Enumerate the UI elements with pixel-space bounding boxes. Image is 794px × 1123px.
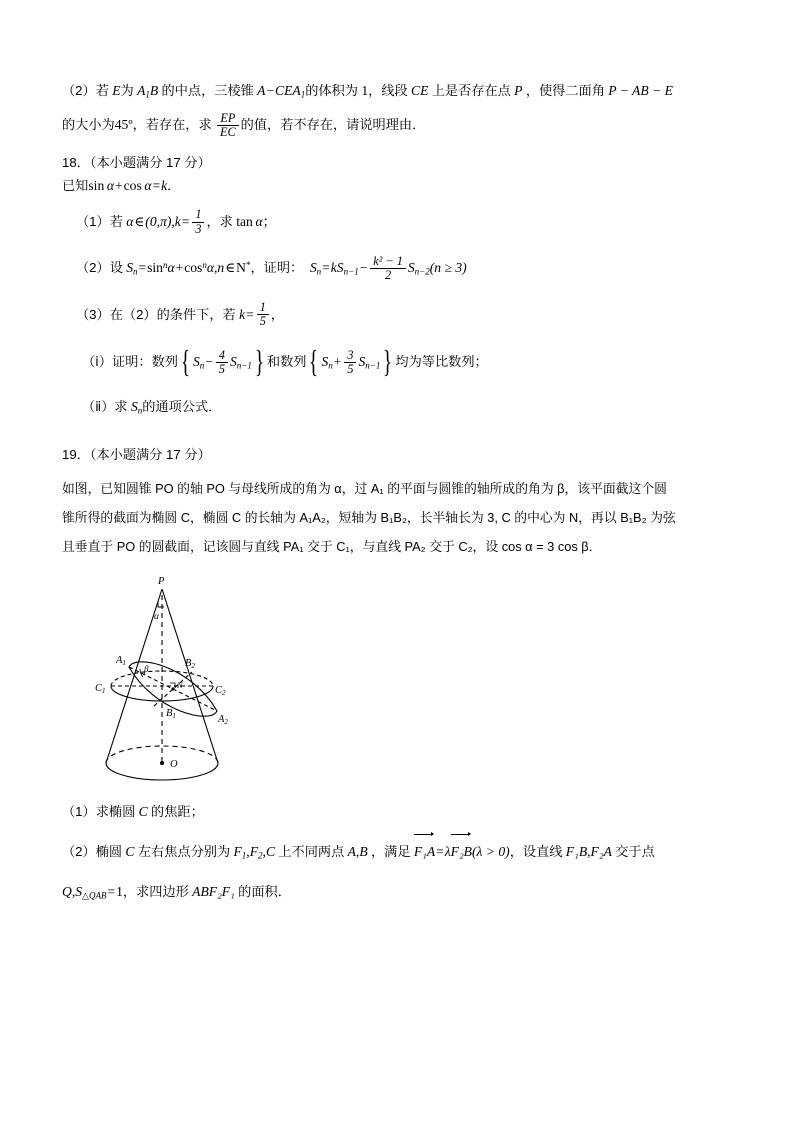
q19-part2-C2: C: [265, 843, 276, 859]
point-O-dot: [160, 761, 164, 765]
set2-fraction: [344, 349, 356, 376]
q18-part2-res-eq: =: [322, 259, 330, 275]
q19-part2-C: C: [125, 843, 135, 859]
q18-part1-semi: ；: [262, 213, 276, 229]
q18-part3-ii: [62, 397, 738, 417]
set2-frac-num: 3: [347, 347, 354, 362]
set1-fraction: [216, 349, 228, 376]
q17-var-CE: CE: [411, 83, 429, 98]
set1-S2: S: [229, 354, 237, 370]
q18-part2-n: n: [217, 259, 225, 275]
q18-part3i-label: （ⅰ）: [82, 353, 113, 369]
q19-part2-line2: [62, 877, 738, 907]
figure-label-O: O: [170, 758, 178, 770]
q17-part2-label: （2）: [62, 83, 96, 98]
q19-body-line-2-text: 锥所得的截面为椭圆 C，椭圆 C 的长轴为 A₁A₂，短轴为 B₁B₂，长半轴长为 3, C 的中心为 N，再以 B₁B₂ 为弦: [62, 509, 676, 525]
q17-var-P: P: [514, 83, 523, 98]
q18-part3ii-S: S: [130, 398, 138, 414]
figure-label-N: N: [177, 679, 183, 690]
q18-part2-cos: cos: [184, 259, 203, 275]
q18-part2-S-sub: n: [133, 266, 138, 277]
q19-part2-lambda: λ: [444, 843, 451, 859]
q17-var-A1-sub: 1: [145, 89, 150, 100]
q19-part1-C: C: [138, 803, 148, 819]
q19-part2-lambda-cond: (λ > 0): [472, 843, 510, 859]
q18-part2-comma: ,: [213, 259, 218, 275]
q17-part2-text-f: 上是否存在点: [431, 83, 511, 98]
q19-body-line-3: [62, 533, 738, 561]
q18-equals: =: [152, 177, 161, 193]
q18-heading-text: 18．（本小题满分 17 分）: [62, 155, 211, 171]
point-N-dot: [171, 687, 174, 690]
q19-part2-text-c: 上不同两点: [278, 843, 345, 859]
q18-part2-alpha2: α: [206, 259, 214, 275]
q19-part1-text-b: 的焦距；: [151, 803, 204, 819]
q18-part1-text-a: 若: [109, 213, 123, 229]
q17-line2-text-a: 的大小为: [62, 116, 115, 132]
q19-part2-eq: =: [436, 843, 444, 859]
q18-part2-text-a: 设: [109, 259, 123, 275]
q18-set-2: [306, 346, 395, 379]
q19-part2-A: A: [347, 843, 356, 859]
q18-part1-k: k: [174, 213, 181, 229]
figure-label-B2: $B_2$: [185, 657, 195, 670]
figure-label-P: P: [158, 575, 165, 587]
q18-part3i-text-c: 均为等比数列；: [395, 353, 488, 369]
q17-part2-text-g: ，使得二面角: [525, 83, 605, 98]
q19-line-F2A: F₂A: [590, 843, 612, 859]
q19-part2-text-g: ，求四边形: [122, 883, 189, 899]
q18-part1: [62, 207, 738, 237]
q18-part3ii-text-b: 的通项公式．: [142, 398, 222, 414]
q18-part2-text-b: ，证明：: [250, 259, 304, 275]
q17-tetra-dash: −: [266, 83, 275, 98]
q17-tetra-sub: 1: [300, 89, 306, 100]
q18-part1-frac-den: 3: [192, 222, 204, 236]
q18-part1-eq: =: [181, 213, 190, 229]
q18-part2-alpha1: α: [167, 259, 175, 275]
q19-part2-comma2: ,: [262, 843, 266, 859]
set1-minus: −: [205, 354, 213, 370]
q18-part1-in: ∈: [134, 213, 145, 229]
q19-part2-comma1: ,: [246, 843, 250, 859]
q17-ratio-fraction: [217, 112, 239, 139]
q18-part3-k: k: [239, 306, 246, 322]
q17-var-A1: A: [137, 83, 146, 98]
set1-frac-den: 5: [216, 362, 228, 376]
q18-part2-res-S3: S: [407, 259, 415, 275]
q19-body-line-2: [62, 504, 738, 532]
q19-part2-comma5: ,: [71, 883, 76, 899]
q17-var-B: B: [149, 83, 159, 98]
q19-body-line-1: [62, 475, 738, 503]
q18-part2-res-minus: −: [359, 259, 368, 275]
q18-part3ii-text-a: 求: [114, 398, 128, 414]
q19-part2-F1-sub: 1: [241, 850, 247, 861]
q18-part2-cos-exp: n: [202, 259, 207, 270]
q18-part2-plus: +: [175, 259, 184, 275]
q18-part3-frac-den: 5: [257, 314, 269, 328]
q17-var-E: E: [112, 83, 121, 98]
q18-part2-res-k: k: [330, 259, 337, 275]
q19-part2-label: （2）: [62, 843, 96, 859]
figure-label-A2: $A_2$: [218, 713, 228, 726]
q18-part1-frac-num: 1: [195, 207, 202, 222]
q18-part3-label: （3）: [76, 306, 110, 322]
q19-part2-F2-sub: 2: [258, 850, 263, 861]
q19-part2-comma4: ,: [587, 843, 591, 859]
q19-body-line-3-text: 且垂直于 PO 的圆截面，记该圆与直线 PA₁ 交于 C₁，与直线 PA₂ 交于 C₂，设 cos α = 3 cos β．: [62, 538, 602, 554]
set1-body: [193, 346, 252, 379]
q18-part2-S: S: [126, 259, 134, 275]
q18-given-period: ．: [167, 177, 181, 193]
q18-part3-eq: =: [246, 306, 254, 322]
q19-part1-text-a: 求椭圆: [95, 803, 136, 819]
q19-part2-text-a: 椭圆: [95, 843, 123, 859]
q18-part2-frac-den: 2: [370, 268, 406, 282]
set2-left-brace: {: [309, 344, 319, 380]
q17-part2-paragraph: [62, 78, 738, 105]
q19-part2-text-d: ，满足: [370, 843, 411, 859]
q18-part3i-text-a: 证明：数列: [112, 353, 178, 369]
set1-S-sub: n: [199, 360, 205, 371]
q18-part2-frac-num: k² − 1: [373, 254, 403, 269]
set1-S: S: [192, 354, 200, 370]
q18-set-1: [178, 346, 267, 379]
q17-line2-text-c: 的值，若不存在，请说明理由．: [240, 116, 426, 132]
q18-part1-tan: tan: [236, 213, 253, 229]
q19-area-S-sub: △QAB: [82, 890, 107, 901]
q19-body-line-1-text: 如图，已知圆锥 PO 的轴 PO 与母线所成的角为 α，过 A₁ 的平面与圆锥的轴所成的角为 β，该平面截这个圆: [62, 481, 667, 497]
q19-heading: [62, 446, 738, 465]
q17-part2-text-c: 的中点，三棱锥: [161, 83, 254, 98]
q18-given-prefix: 已知: [62, 177, 89, 193]
q19-part2-text-h: 的面积．: [238, 883, 291, 899]
set1-left-brace: {: [180, 344, 191, 380]
q18-part2-res-S2-sub: n−1: [343, 266, 359, 277]
q17-volume-value: 1: [361, 83, 369, 98]
q19-part2: [62, 836, 738, 867]
q19-vector-F1A: F₁A: [414, 836, 435, 867]
q17-tetra-CEA: CEA: [275, 83, 301, 98]
q19-part2-F2: F: [249, 843, 259, 859]
q18-part3i-text-b: 和数列: [266, 353, 307, 369]
q18-part3-text-a: 在（2）的条件下，若: [109, 306, 236, 322]
q18-part1-label: （1）: [76, 213, 110, 229]
q18-part1-interval: (0,π): [145, 213, 172, 229]
q18-part2-sin: sin: [147, 259, 163, 275]
q18-part3-i: [62, 346, 738, 379]
q17-angle-value: 45: [114, 116, 129, 132]
q18-part2-N-star: *: [245, 259, 251, 270]
q18-part3ii-S-sub: n: [137, 405, 143, 416]
q17-dihedral-expr: P − AB − E: [608, 83, 673, 98]
q18-part3-frac-num: 1: [259, 300, 266, 315]
q18-part1-fraction: [192, 208, 204, 235]
q19-heading-text: 19．（本小题满分 17 分）: [62, 447, 211, 463]
q18-part3ii-label: （ⅱ）: [82, 398, 115, 414]
set1-frac-num: 4: [218, 347, 225, 362]
q18-part2-eq1: =: [138, 259, 147, 275]
q19-part2-text-b: 左右焦点分别为: [137, 843, 231, 859]
q18-part1-alpha2: α: [255, 213, 263, 229]
q19-area-value: 1: [116, 883, 123, 899]
q19-part2-B: B: [359, 843, 368, 859]
figure-label-C1: $C_1$: [95, 682, 106, 695]
q18-part2-condition: (n ≥ 3): [429, 259, 467, 275]
q18-part2-res-S-sub: n: [316, 266, 322, 277]
q18-given: [62, 176, 738, 196]
q17-part2-text-d: 的体积为: [305, 83, 358, 98]
q18-heading: [62, 154, 738, 173]
q18-part2-label: （2）: [76, 259, 110, 275]
q19-part1-label: （1）: [62, 803, 96, 819]
q18-cos: cos: [123, 177, 142, 193]
q18-part2-res-S3-sub: n−2: [414, 266, 430, 277]
q17-line2-text-b: ，若存在，求: [132, 116, 212, 132]
set2-plus: +: [333, 354, 342, 370]
q18-part3-comma: ，: [270, 306, 284, 322]
cone-ellipse-figure: [84, 571, 334, 796]
q18-part2-fraction: [370, 255, 406, 282]
q18-part2-N: N: [236, 259, 246, 275]
q19-part2-F1: F: [233, 843, 242, 859]
q19-part1: [62, 802, 738, 822]
set2-frac-den: 5: [344, 362, 356, 376]
figure-label-alpha: α: [154, 611, 159, 622]
q17-angle-degree-symbol: º: [128, 116, 133, 132]
set2-S2: S: [358, 354, 366, 370]
q18-part2: [62, 253, 738, 283]
q18-part2-res-S: S: [309, 259, 317, 275]
q18-alpha-1: α: [106, 177, 115, 193]
q19-area-eq: =: [107, 883, 116, 899]
q18-sin: sin: [88, 177, 105, 193]
q18-alpha-2: α: [144, 177, 152, 193]
q18-part2-res-S2: S: [336, 259, 344, 275]
q17-part2-line2: [62, 109, 738, 141]
q19-area-S: S: [75, 883, 83, 899]
q17-tetra-A: A: [257, 83, 266, 98]
q18-part1-alpha: α: [126, 213, 134, 229]
q19-point-Q: Q: [62, 883, 72, 899]
q18-part1-comma: ,: [171, 213, 175, 229]
figure-label-B1: $B_1$: [166, 707, 176, 720]
q19-part2-text-f: 交于点: [615, 843, 655, 859]
figure-label-beta: β: [144, 663, 149, 674]
set2-body: [321, 346, 380, 379]
q17-part2-text-a: 若: [95, 83, 109, 98]
set1-S2-sub: n−1: [236, 360, 252, 371]
set2-S-sub: n: [328, 360, 333, 371]
q18-part3: [62, 300, 738, 330]
page-content: [62, 78, 738, 907]
q18-part1-text-b: ，求: [206, 213, 233, 229]
q18-part2-sin-exp: n: [162, 259, 168, 270]
figure-label-C2: $C_2$: [215, 684, 226, 697]
q18-k: k: [161, 177, 168, 193]
q17-ratio-numerator: EP: [220, 110, 236, 125]
q18-plus: +: [115, 177, 123, 193]
q17-part2-text-e: ，线段: [368, 83, 408, 98]
q18-part2-in: ∈: [225, 259, 236, 275]
q19-part2-text-e: ，设直线: [509, 843, 563, 859]
set1-right-brace: }: [254, 344, 265, 380]
q19-vector-F2B: F₂B: [451, 836, 472, 867]
set2-S: S: [321, 354, 329, 370]
figure-label-A1: $A_1$: [116, 654, 126, 667]
q19-part2-comma3: ,: [355, 843, 360, 859]
q17-ratio-denominator: EC: [217, 125, 239, 139]
set2-S2-sub: n−1: [365, 360, 381, 371]
set2-right-brace: }: [383, 344, 393, 380]
q19-quadrilateral: ABF₂F₁: [192, 883, 235, 899]
q17-part2-text-b: 为: [120, 83, 134, 98]
q18-part3-fraction: [257, 301, 269, 328]
q19-line-F1B: F₁B: [565, 843, 588, 859]
